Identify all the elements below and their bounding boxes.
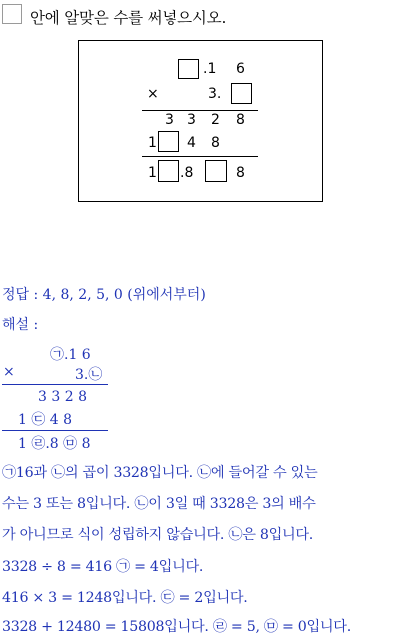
work-rule	[2, 384, 108, 385]
problem-digit: 1	[148, 165, 157, 181]
blank-box[interactable]	[205, 160, 227, 182]
problem-digit: 8	[236, 165, 245, 181]
answer-checkbox[interactable]	[2, 4, 22, 24]
work-row: 1 ㉢ 4 8	[18, 412, 73, 428]
problem-digit: 2	[211, 112, 220, 128]
times-sign: ×	[147, 86, 159, 102]
rule-line	[142, 110, 258, 111]
rule-line	[142, 156, 258, 157]
work-row: 3 3 2 8	[38, 389, 87, 405]
problem-digit: .1	[203, 61, 217, 77]
explanation-line: 수는 3 또는 8입니다. ㉡이 3일 때 3328은 3의 배수	[2, 496, 316, 512]
problem-digit: 3	[187, 112, 196, 128]
problem-frame	[78, 40, 323, 202]
work-times-sign: ×	[3, 364, 15, 380]
problem-digit: 6	[236, 61, 245, 77]
problem-digit: 4	[187, 135, 196, 151]
problem-digit: 8	[236, 112, 245, 128]
work-row: 1 ㉣.8 ㉤ 8	[18, 436, 91, 452]
blank-box[interactable]	[158, 160, 179, 182]
work-row: ㉠.1 6	[50, 347, 91, 363]
answer-line: 정답 : 4, 8, 2, 5, 0 (위에서부터)	[2, 287, 206, 303]
question-prompt: 안에 알맞은 수를 써넣으시오.	[30, 9, 227, 27]
explanation-line: ㉠16과 ㉡의 곱이 3328입니다. ㉡에 들어갈 수 있는	[2, 465, 318, 481]
explanation-line: 3328 ÷ 8 = 416 ㉠ = 4입니다.	[2, 559, 204, 575]
explanation-line: 416 × 3 = 1248입니다. ㉢ = 2입니다.	[2, 590, 248, 606]
solution-heading: 해설 :	[2, 317, 39, 333]
problem-digit: 8	[211, 135, 220, 151]
explanation-line: 가 아니므로 식이 성립하지 않습니다. ㉡은 8입니다.	[2, 527, 313, 543]
work-row: 3.㉡	[75, 367, 103, 383]
blank-box[interactable]	[158, 131, 179, 152]
problem-digit: 3	[165, 112, 174, 128]
problem-digit: .8	[180, 165, 194, 181]
blank-box[interactable]	[231, 83, 252, 104]
explanation-line: 3328 + 12480 = 15808입니다. ㉣ = 5, ㉤ = 0입니다.	[2, 619, 351, 635]
blank-box[interactable]	[178, 59, 199, 79]
work-rule	[2, 430, 108, 431]
problem-digit: 3.	[208, 86, 222, 102]
problem-digit: 1	[148, 135, 157, 151]
